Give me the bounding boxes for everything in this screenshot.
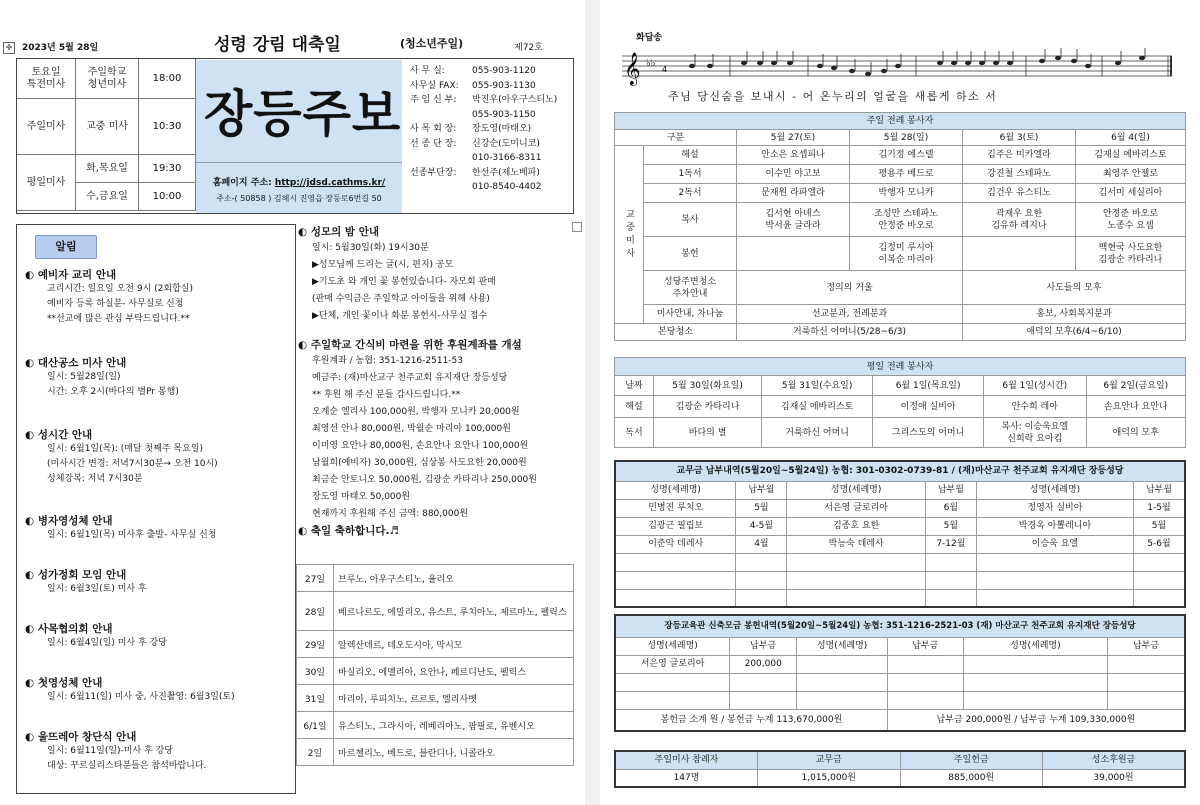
table-row: 29일 알렉산데르, 테오도시아, 막시모 (297, 631, 574, 658)
note-head (771, 61, 777, 65)
feast-subtitle: (청소년주일) (400, 37, 464, 50)
notice-title: ◐ 성시간 안내 (25, 429, 93, 441)
notice-item: ◐ 사목협의회 안내 일시: 6월4일(일) 미사 후 강당 (25, 621, 293, 675)
svg-text:♭♭: ♭♭ (646, 58, 656, 69)
saints-table (296, 564, 574, 766)
note-head (707, 64, 713, 68)
note-head (965, 61, 971, 65)
weekday-label: 평일미사 (17, 155, 76, 211)
contact-line: 사무실 FAX: 055-903-1130 (410, 80, 536, 91)
notice-item: ◐ 울뜨레아 창단식 안내 일시: 6월11일(일)-미사 후 강당 대상: 꾸르실리스타분들은 참석바랍니다. (25, 729, 293, 774)
notice-title: ◐ 첫영성체 안내 (25, 677, 103, 689)
table-row: 31일 마리아, 루피치노, 르르토, 엘리사벳 (297, 685, 574, 712)
notice-list (25, 267, 293, 774)
notice-item: ◐ 성가정회 모임 안내 일시: 6월3일(토) 미사 후 (25, 567, 293, 621)
sunday-servers-table: 주일 전례 봉사자 구분 5월 27(토) 5월 28(일) 6월 3(토) 6월 4(일) 교중미사 해설 안소은 요셉피나 김기정 에스텔 김주은 미카엘라 김재실 에바리스토 1독서 이수민 야고보 평용주 베드로 강진철 스테파노 최영주 안젤로 2독서 문재원 라파엘라 박행자 모니카 김건우 유스티노 김서미 세실리아 복사 김서현 아녜스 박서윤 글라라 조성만 스테파노 안정준 바오로 곽재우 요한 김유하 레지나 안정준 바오로 노종수 요셉 봉헌 김정미 루시아 이복순 마리아 백현국 사도요한 김광순 카타리나 성당주변청소 주차안내 정의의 거울 사도들의 모후 미사안내, 차나눔 선교분과, 전례분과 홍보, 사회복지분과 본당청소 거룩하신 어머니(5/28~6/3) 애덕의 모후(6/4~6/10) (614, 112, 1186, 341)
notice-title: ◐ 병자영성체 안내 (25, 515, 113, 527)
notice-item: ◐ 첫영성체 안내 일시: 6월11(일) 미사 중, 사진촬영: 6월3일(토) (25, 675, 293, 729)
note-head (865, 72, 871, 76)
table-row: 봉헌금 소계 원 / 봉헌금 누계 113,670,000원 납부금 200,000원 / 납부금 누계 109,330,000원 (615, 709, 1185, 731)
sat-row-2: 청년미사 (87, 78, 127, 90)
contact-line: 선 종 단 장: 신강순(도미니코) (410, 138, 540, 149)
table-row: 복사 김서현 아녜스 박서윤 글라라 조성만 스테파노 안정준 바오로 곽재우 요한 김유하 레지나 안정준 바오로 노종수 요셉 (615, 203, 1186, 237)
music-staff (622, 48, 1178, 88)
issue-number: 제72호 (514, 43, 543, 53)
bulletin-title-box (196, 60, 402, 162)
note-head (741, 61, 747, 65)
hymn-lyrics: 주님 당신숨을 보내시 - 어 온누리의 얼굴을 새롭게 하소 서 (668, 90, 998, 103)
contact-line: 선종부단장: 한선주(제노베파) (410, 167, 540, 178)
weekday-row-2: 수,금요일 (76, 183, 139, 211)
note-head (787, 61, 793, 65)
weekday-time-2: 10:00 (139, 183, 196, 211)
issue-date: 2023년 5월 28일 (22, 43, 99, 53)
building-title: 장등교육관 신축모금 봉헌내역(5월20일~5월24일) 농협: 351-1216-2521-03 (재) 마산교구 천주교회 유지재단 장등성당 (615, 615, 1185, 637)
building-fund-table: 장등교육관 신축모금 봉헌내역(5월20일~5월24일) 농협: 351-1216-2521-03 (재) 마산교구 천주교회 유지재단 장등성당 성명(세례명) 납부금 성명(세례명) 납부금 성명(세례명) 납부금 서은영 글로리아 200,000 봉헌금 소계 원 / 봉헌금 누계 113,670,000원 납부금 200,000원 / 납부금 누계 109,330,000원 (614, 614, 1186, 732)
table-row: 2독서 문재원 라파엘라 박행자 모니카 김건우 유스티노 김서미 세실리아 (615, 184, 1186, 203)
table-row: 이준악 데레사 4월 박능숙 데레사 7-12월 이승욱 요엘 5-6월 (615, 535, 1185, 553)
table-row: 민병진 루치오 5월 서은영 글로리아 6월 정영자 실비아 1-5월 (615, 499, 1185, 517)
notice-title: ◐ 성가정회 모임 안내 (25, 569, 127, 581)
sat-label: 토요일 특전미사 (17, 59, 76, 99)
side-label: 교중미사 (615, 146, 644, 324)
table-row: 봉헌 김정미 루시아 이복순 마리아 백현국 사도요한 김광순 카타리나 (615, 237, 1186, 271)
sat-row-1: 주일학교 (87, 66, 127, 78)
notice-item: ◐ 성시간 안내 일시: 6월1일(목): (매달 첫째주 목요일) (미사시간 변경: 저녁7시30분→ 오전 10시) 성체강복: 저녁 7시30분 (25, 427, 293, 513)
note-head (1139, 56, 1145, 60)
left-page (0, 0, 585, 805)
evening-title: ◐ 성모의 밤 안내 (298, 226, 379, 238)
right-page (600, 0, 1200, 805)
notice-item: ◐ 대산공소 미사 안내 일시: 5월28일(일) 시간: 오후 2시(바다의 별Pr 봉행) (25, 355, 293, 427)
note-head (1071, 59, 1077, 63)
note-head (1085, 64, 1091, 68)
weekday-servers-table: 평일 전례 봉사자 날짜 5월 30일(화요일) 5월 31일(수요일) 6월 1일(목요일) 6월 1일(성시간) 6월 2일(금요일) 해설 김광순 카타리나 김재실 에바리스토 이정애 실비아 안수희 레아 손요안나 요안나 독서 바다의 별 거룩하신 어머니 그리스도의 어머니 복사: 이승욱요엘 신희락 요아킴 애덕의 모후 (614, 357, 1186, 448)
congrats-title: ◐ 축일 축하합니다.♬ (298, 525, 399, 537)
table-row (615, 553, 1185, 571)
homepage-link[interactable]: http://jdsd.cathms.kr/ (274, 178, 386, 188)
note-head (979, 61, 985, 65)
announcement-column: ◐ 성모의 밤 안내 일시: 5월30일(화) 19시30분 ▶성모님께 드리는 글(시, 편지) 공모 ▶기도초 와 개인 꽃 봉헌있습니다- 자모회 판매 (판매 수익금은 주일학교 아이들을 위해 사용) ▶단체, 개인 꽃이나 화분 봉헌시-사무실 접수 ◐ 주일학교 간식비 마련을 위한 후원계좌를 개설 후원계좌 / 농협: 351-1216-2511-53 예금주: (재)마산교구 천주교회 유지재단 장등성당 ** 후원 해 주신 분들 감사드립니다.** 오계순 엘리사 100,000원, 박행자 모니카 20,000원 최영선 안나 80,000원, 박월순 마리아 100,000원 이미영 요안나 80,000원, 손요안나 요안나 100,000원 남월희(예비자) 30,000원, 심상봉 사도요한 20,000원 최금순 안토니오 50,000원, 김광순 카타리나 250,000원 장도영 마태오 50,000원 현재까지 후원해 주신 금액: 880,000원 ◐ 축일 축하합니다.♬ (298, 224, 574, 539)
note-head (817, 64, 823, 68)
notice-title: ◐ 사목협의회 안내 (25, 623, 113, 635)
weekday-time-1: 19:30 (139, 155, 196, 183)
contact-line: 사 목 회 장: 장도영(마태오) (410, 124, 532, 134)
note-head (849, 69, 855, 73)
notice-item: ◐ 병자영성체 안내 일시: 6월1일(목) 미사후 출발- 사무실 신청 (25, 513, 293, 567)
note-head (895, 64, 901, 68)
table-row: 28일 베르나르도, 에밀리오, 유스트, 루치아노, 제르마노, 펠릭스 (297, 592, 574, 631)
treble-clef-icon: 𝄞 (624, 52, 641, 85)
pledge-title: 교무금 납부내역(5월20일~5월24일) 농협: 301-0302-0739-81 / (재)마산교구 천주교회 유지재단 장등성당 (615, 461, 1185, 481)
contact-line: 010-8540-4402 (472, 182, 542, 192)
notice-title: ◐ 울뜨레아 창단식 안내 (25, 731, 137, 743)
note-head (1115, 61, 1121, 65)
table-row: 1독서 이수민 야고보 평용주 베드로 강진철 스테파노 최영주 안젤로 (615, 165, 1186, 184)
contacts-list (402, 60, 572, 212)
notice-box (16, 224, 296, 794)
table-row (615, 691, 1185, 709)
note-head (937, 61, 943, 65)
notice-button[interactable]: 알림 (35, 235, 97, 259)
move-handle-icon[interactable]: ✛ (3, 42, 15, 54)
snack-title: ◐ 주일학교 간식비 마련을 위한 후원계좌를 개설 (298, 339, 522, 351)
summary-table: 주일미사 참례자 교무금 주일헌금 성소후원금 147명 1,015,000원 885,000원 39,000원 (614, 750, 1186, 788)
table-row: 30일 바실리오, 에멜리아, 요안나, 페르디난도, 펠릭스 (297, 658, 574, 685)
table-row (615, 673, 1185, 691)
table-row: 김광근 필립보 4-5월 김종호 요한 5월 박경옥 아뽈레니아 5월 (615, 517, 1185, 535)
note-head (1007, 61, 1013, 65)
pledge-table: 교무금 납부내역(5월20일~5월24일) 농협: 301-0302-0739-81 / (재)마산교구 천주교회 유지재단 장등성당 성명(세례명) 납부월 성명(세례명) 납부월 성명(세례명) 납부월 민병진 루치오 5월 서은영 글로리아 6월 정영자 실비아 1-5월 김광근 필립보 4-5월 김종호 요한 5월 박경옥 아뽈레니아 5월 이준악 데레사 4월 박능숙 데레사 7-12월 이승욱 요엘 5-6월 (614, 460, 1186, 608)
table-row (615, 589, 1185, 607)
table-row: 본당청소 거룩하신 어머니(5/28~6/3) 애덕의 모후(6/4~6/10) (615, 324, 1186, 341)
contact-line: 주 임 신 부: 박진우(아우구스티노) (410, 95, 558, 105)
note-head (1039, 59, 1045, 63)
sun-row: 교중 미사 (76, 99, 139, 155)
weekday-row-1: 화,목요일 (76, 155, 139, 183)
mass-schedule-table (16, 58, 196, 211)
note-head (1055, 56, 1061, 60)
notice-title: ◐ 대산공소 미사 안내 (25, 357, 127, 369)
hymn-label: 화답송 (636, 33, 663, 43)
table-row: 6/1일 유스티노, 그라시아, 레베리아노, 팜필로, 유벤시오 (297, 712, 574, 739)
table-row (615, 571, 1185, 589)
sat-time: 18:00 (139, 59, 196, 99)
contact-line: 010-3166-8311 (472, 153, 542, 163)
note-head (951, 61, 957, 65)
notice-item: ◐ 예비자 교리 안내 교리시간: 일요일 오전 9시 (2회합실) 예비자 등록 하실분- 사무실로 신청 **선교에 많은 관심 부탁드립니다.** (25, 267, 293, 355)
sun-time: 10:30 (139, 99, 196, 155)
feast-title: 성령 강림 대축일 (214, 35, 341, 55)
table-row: 서은영 글로리아 200,000 (615, 655, 1185, 673)
homepage-label: 홈페이지 주소: (212, 178, 272, 188)
sunday-servers-title: 주일 전례 봉사자 (615, 113, 1186, 130)
note-head (993, 61, 999, 65)
table-row: 2일 마르첼리노, 베드로, 블란디나, 니콜라오 (297, 739, 574, 766)
address: 주소-( 50858 ) 김해시 진영읍 장등로6번길 50 (216, 194, 382, 203)
note-head (757, 61, 763, 65)
table-row: 독서 바다의 별 거룩하신 어머니 그리스도의 어머니 복사: 이승욱요엘 신희락 요아킴 애덕의 모후 (615, 418, 1186, 448)
table-row: 미사안내, 차나눔 선교분과, 전례분과 홍보, 사회복지분과 (615, 305, 1186, 324)
contact-line: 사 무 실: 055-903-1120 (410, 66, 536, 76)
contact-line: 055-903-1150 (472, 109, 536, 120)
table-row: 성당주변청소 주차안내 정의의 거울 사도들의 모후 (615, 271, 1186, 305)
sun-label: 주일미사 (17, 99, 76, 155)
note-head (881, 69, 887, 73)
bulletin-title: 장등주보 (204, 85, 402, 143)
table-row: 27일 브루노, 아우구스티노, 율리오 (297, 565, 574, 592)
note-head (689, 64, 695, 68)
table-row: 해설 김광순 카타리나 김재실 에바리스토 이정애 실비아 안수희 레아 손요안나 요안나 (615, 396, 1186, 418)
table-row: 교중미사 해설 안소은 요셉피나 김기정 에스텔 김주은 미카엘라 김재실 에바리스토 (615, 146, 1186, 165)
homepage-box (196, 162, 402, 213)
resize-handle-icon[interactable] (572, 222, 582, 232)
weekday-servers-title: 평일 전례 봉사자 (615, 358, 1186, 376)
notice-title: ◐ 예비자 교리 안내 (25, 269, 117, 281)
svg-text:4: 4 (662, 65, 668, 74)
note-head (831, 66, 837, 70)
